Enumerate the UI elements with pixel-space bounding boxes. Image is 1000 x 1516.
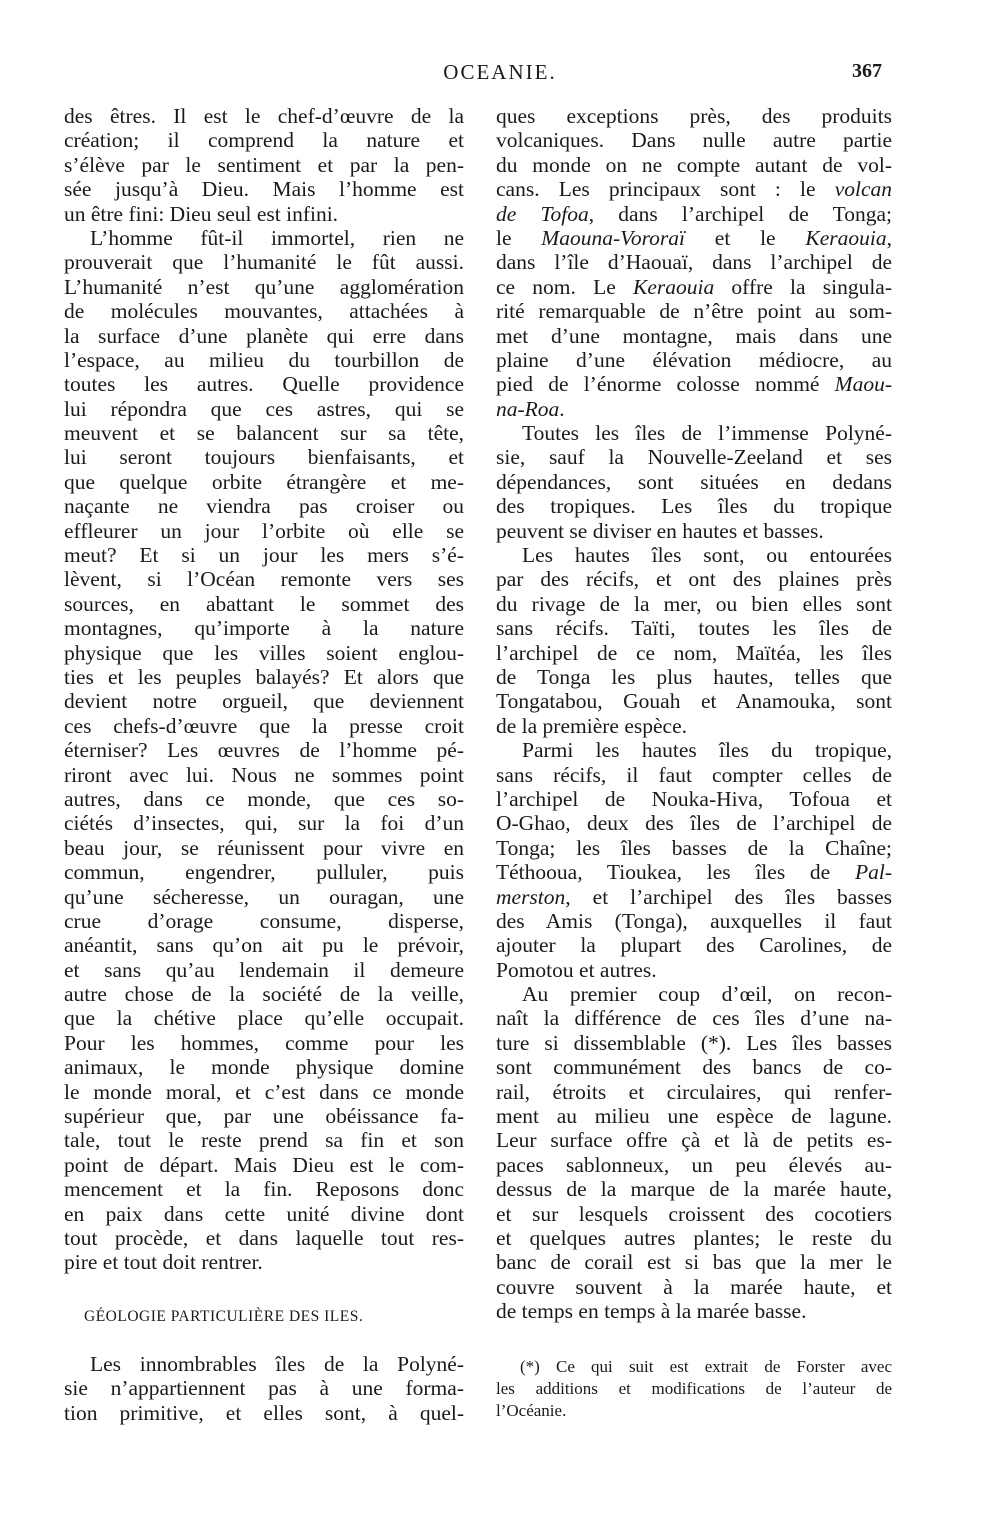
text-line: L’homme fût-il immortel, rien ne xyxy=(90,225,464,250)
text-line: merston, et l’archipel des îles basses xyxy=(496,884,892,909)
text-line: meuvent et se balancent sur sa tête, xyxy=(64,421,464,446)
text-line: le monde moral, et c’est dans ce monde xyxy=(64,1079,464,1104)
text-line: pied de l’énorme colosse nommé Maou- xyxy=(496,372,892,397)
text-line: sources, en abattant le sommet des xyxy=(64,591,464,616)
text-line: lui seront toujours bienfaisants, et xyxy=(64,445,464,470)
text-line: prouverait que l’humanité le fût aussi. xyxy=(64,250,464,275)
text-line: beau jour, se réunissent pour vivre en xyxy=(64,835,464,860)
text-line: Pour les hommes, comme pour les xyxy=(64,1030,464,1055)
text-line: L’humanité n’est qu’une agglomération xyxy=(64,274,464,299)
text-line: ces chefs-d’œuvre que la presse croit xyxy=(64,713,464,738)
text-line: anéantit, sans qu’on ait pu le prévoir, xyxy=(64,933,464,958)
text-line: lèvent, si l’Océan remonte vers ses xyxy=(64,567,464,592)
text-line: na-Roa. xyxy=(496,396,565,421)
text-line: le Maouna-Vororaï et le Keraouia, xyxy=(496,225,892,250)
text-line: des tropiques. Les îles du tropique xyxy=(496,494,892,519)
text-line: Tongatabou, Gouah et Anamouka, sont xyxy=(496,689,892,714)
text-line: de temps en temps à la marée basse. xyxy=(496,1299,807,1324)
text-line: l’Océanie. xyxy=(496,1401,567,1420)
text-line: effleurer un jour l’orbite où elle se xyxy=(64,518,464,543)
text-line: cans. Les principaux sont : le volcan xyxy=(496,177,892,202)
text-line: sont communément des bancs de co- xyxy=(496,1055,892,1080)
text-line: sans récifs. Taïti, toutes les îles de xyxy=(496,616,892,641)
text-line: dans l’île d’Haouaï, dans l’archipel de xyxy=(496,250,892,275)
text-line: paces sablonneux, un peu élevés au- xyxy=(496,1152,892,1177)
page-number: 367 xyxy=(852,60,882,82)
text-line: Leur surface offre çà et là de petits es- xyxy=(496,1128,892,1153)
text-line: ciétés d’insectes, qui, sur la foi d’un xyxy=(64,811,464,836)
text-line: pire et tout doit rentrer. xyxy=(64,1250,263,1275)
text-line: devient notre orgueil, que deviennent xyxy=(64,689,464,714)
text-line: du monde on ne compte autant de vol- xyxy=(496,152,892,177)
text-line: tion primitive, et elles sont, à quel- xyxy=(64,1400,464,1425)
text-line: point de départ. Mais Dieu est le com- xyxy=(64,1152,464,1177)
text-line: sans récifs, il faut compter celles de xyxy=(496,762,892,787)
text-line: des êtres. Il est le chef-d’œuvre de la xyxy=(64,104,464,128)
text-line: sie, sauf la Nouvelle-Zeeland et ses xyxy=(496,445,892,470)
text-line: ment au milieu une espèce de lagune. xyxy=(496,1104,892,1129)
text-line: dépendances, sont situées en dedans xyxy=(496,469,892,494)
text-line: naçante ne viendra pas croiser ou xyxy=(64,494,464,519)
text-line: ties et les peuples balayés? Et alors que xyxy=(64,664,464,689)
text-line: que la chétive place qu’elle occupait. xyxy=(64,1006,464,1031)
text-line: ques exceptions près, des produits xyxy=(496,104,892,128)
text-line: et quelques autres plantes; le reste du xyxy=(496,1225,892,1250)
text-line: couvre souvent à la marée haute, et xyxy=(496,1274,892,1299)
text-line: meut? Et si un jour les mers s’é- xyxy=(64,543,464,568)
text-line: du rivage de la mer, ou bien elles sont xyxy=(496,591,892,616)
text-line: de molécules mouvantes, attachées à xyxy=(64,299,464,324)
text-line: met d’une montagne, mais dans une xyxy=(496,323,892,348)
text-line: Pomotou et autres. xyxy=(496,957,657,982)
text-line: que quelque orbite étrangère et me- xyxy=(64,469,464,494)
text-line: la surface d’une planète qui erre dans xyxy=(64,323,464,348)
text-line: tout procède, et dans laquelle tout res- xyxy=(64,1225,464,1250)
text-line: (*) Ce qui suit est extrait de Forster avec xyxy=(520,1357,892,1376)
text-line: ce nom. Le Keraouia offre la singula- xyxy=(496,274,892,299)
text-line: rail, étroits et circulaires, qui renfer- xyxy=(496,1079,892,1104)
text-line: s’élève par le sentiment et par la pen- xyxy=(64,152,464,177)
text-line: un être fini: Dieu seul est infini. xyxy=(64,201,339,226)
text-line: lui répondra que ces astres, qui se xyxy=(64,396,464,421)
text-line: naît la différence de ces îles d’une na- xyxy=(496,1006,892,1031)
text-line: en paix dans cette unité divine dont xyxy=(64,1201,464,1226)
text-line: des Amis (Tonga), auxquelles il faut xyxy=(496,908,892,933)
footnote xyxy=(496,1356,892,1422)
text-line: tale, tout le reste prend sa fin et son xyxy=(64,1128,464,1153)
text-line: éterniser? Les œuvres de l’homme pé- xyxy=(64,738,464,763)
text-line: animaux, le monde physique domine xyxy=(64,1055,464,1080)
text-line: rité remarquable de n’être point au som- xyxy=(496,299,892,324)
text-line: physique que les villes soient englou- xyxy=(64,640,464,665)
text-line: toutes les autres. Quelle providence xyxy=(64,372,464,397)
text-line: ajouter la plupart des Carolines, de xyxy=(496,933,892,958)
text-line: les additions et modifications de l’auteur de xyxy=(496,1379,892,1398)
text-line: sie n’appartiennent pas à une forma- xyxy=(64,1376,464,1401)
text-line: qu’une sécheresse, un ouragan, une xyxy=(64,884,464,909)
text-line: création; il comprend la nature et xyxy=(64,128,464,153)
text-line: de Tonga les plus hautes, telles que xyxy=(496,664,892,689)
text-line: crue d’orage consume, disperse, xyxy=(64,908,464,933)
text-line: l’archipel de ce nom, Maïtéa, les îles xyxy=(496,640,892,665)
text-line: par des récifs, et ont des plaines près xyxy=(496,567,892,592)
text-line: l’espace, au milieu du tourbillon de xyxy=(64,347,464,372)
running-title: OCEANIE. xyxy=(443,60,557,84)
text-line: supérieur que, par une obéissance fa- xyxy=(64,1104,464,1129)
text-line: Toutes les îles de l’immense Polyné- xyxy=(522,421,892,446)
text-line: et sur lesquels croissent des cocotiers xyxy=(496,1201,892,1226)
text-line: banc de corail est si bas que la mer le xyxy=(496,1250,892,1275)
text-line: Parmi les hautes îles du tropique, xyxy=(522,738,892,763)
section-body xyxy=(64,1352,464,1425)
text-line: de la première espèce. xyxy=(496,713,687,738)
text-line: ture si dissemblable (*). Les îles basses xyxy=(496,1030,892,1055)
text-line: volcaniques. Dans nulle autre partie xyxy=(496,128,892,153)
text-line: Téthooua, Tioukea, les îles de Pal- xyxy=(496,860,892,885)
text-line: Au premier coup d’œil, on recon- xyxy=(522,982,892,1007)
text-line: sée jusqu’à Dieu. Mais l’homme est xyxy=(64,177,464,202)
text-line: plaine d’une élévation médiocre, au xyxy=(496,347,892,372)
text-line: commun, engendrer, pulluler, puis xyxy=(64,860,464,885)
text-line: Les innombrables îles de la Polyné- xyxy=(90,1352,464,1376)
text-line: autre chose de la société de la veille, xyxy=(64,982,464,1007)
section-heading: GÉOLOGIE PARTICULIÈRE DES ILES. xyxy=(84,1308,364,1325)
text-line: dessus de la marque de la marée haute, xyxy=(496,1177,892,1202)
text-line: autres, dans ce monde, que ces so- xyxy=(64,786,464,811)
left-column xyxy=(64,104,464,1275)
text-line: montagnes, qu’importe à la nature xyxy=(64,616,464,641)
text-line: riront avec lui. Nous ne sommes point xyxy=(64,762,464,787)
text-line: l’archipel de Nouka-Hiva, Tofoua et xyxy=(496,786,892,811)
text-line: Tonga; les îles basses de la Chaîne; xyxy=(496,835,892,860)
text-line: peuvent se diviser en hautes et basses. xyxy=(496,518,824,543)
text-line: et sans qu’au lendemain il demeure xyxy=(64,957,464,982)
text-line: Les hautes îles sont, ou entourées xyxy=(522,543,892,568)
text-line: O-Ghao, deux des îles de l’archipel de xyxy=(496,811,892,836)
text-line: mencement et la fin. Reposons donc xyxy=(64,1177,464,1202)
right-column xyxy=(496,104,892,1324)
text-line: de Tofoa, dans l’archipel de Tonga; xyxy=(496,201,892,226)
